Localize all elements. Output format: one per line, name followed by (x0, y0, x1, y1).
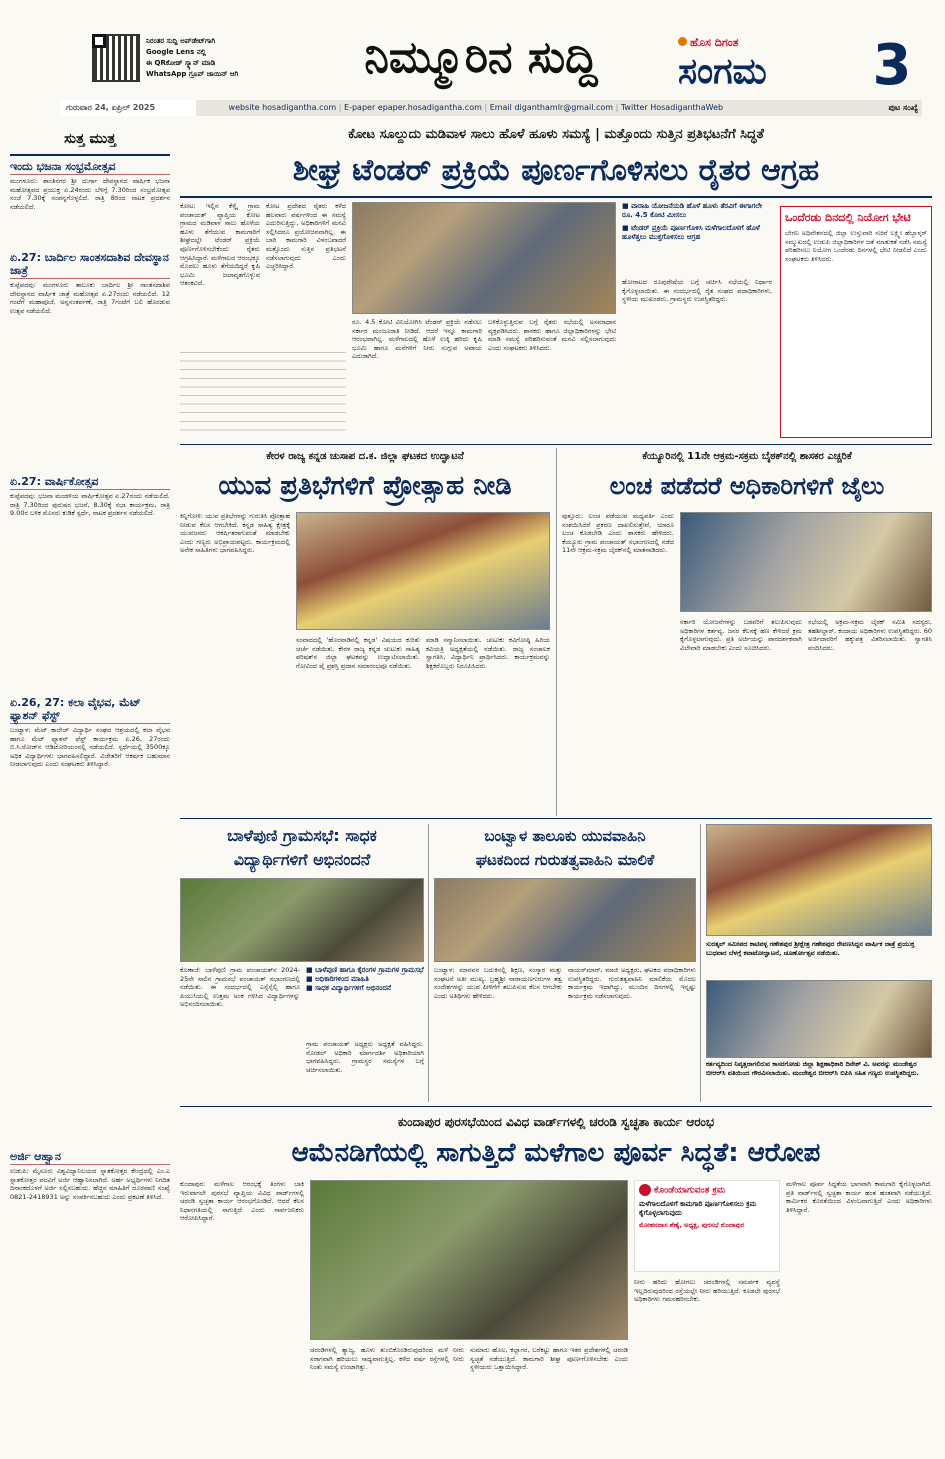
qr-instructions (146, 36, 316, 92)
bottom-col-4: ನೀರು ಹರಿದು ಹೋಗಲು ಚರಂಡಿಗಳಲ್ಲಿ ಸಮರ್ಪಕ ವ್ಯವಸ್ಥೆ ಇಲ್ಲದಿರುವುದರಿಂದ ರಸ್ತೆಯಲ್ಲೇ ನೀರು ಹರಿಯುತ್ತಿದೆ. ಕೂಡಲೇ ಪುರಸಭೆ ಅಧಿಕಾರಿಗಳು ಗಮನಹರಿಸಬೇಕು. (634, 1278, 780, 1304)
square-bullet-icon: ■ (622, 224, 632, 232)
story2-col-3: ಮಾಡಿ ಸನ್ಮಾನಿಸಲಾಯಿತು. ಚುಟುಕು ಕವಿಗೋಷ್ಠಿ ಹಿರಿಯ ಕವಿಯತ್ರಿ ಅಧ್ಯಕ್ಷತೆಯಲ್ಲಿ ನಡೆಯಿತು. ರಾಜ್ಯ ಸಂಚಾಲಕ ಸ್ವಾಗತಿಸಿ, ವಿದ್ಯಾರ್ಥಿನಿ ಪ್ರಾರ್ಥಿಸಿದರು. ಕಾರ್ಯಕ್ರಮವನ್ನು ಶಿಕ್ಷಕರೊಬ್ಬರು ನಿರೂಪಿಸಿದರು. (426, 636, 550, 670)
masthead (0, 0, 945, 100)
story3-col-2: ಸರ್ಕಾರಿ ಯೋಜನೆಗಳನ್ನು ಬಡವರಿಗೆ ತಲುಪಿಸುವುದು ಅಧಿಕಾರಿಗಳ ಕರ್ತವ್ಯ. ಜನರ ಕೆಲಸಕ್ಕೆ ಹಣ ಕೇಳಿದರೆ ಕ್ರಮ ಕೈಗೊಳ್ಳಲಾಗುವುದು. ಪ್ರತಿ ಅರ್ಜಿಯನ್ನು ಪಾರದರ್ಶಕವಾಗಿ ವಿಲೇವಾರಿ ಮಾಡಬೇಕು ಎಂದು ಸೂಚಿಸಿದರು. (680, 618, 802, 652)
story5-headline-1: ಬಂಟ್ವಾಳ ತಾಲೂಕು ಯುವವಾಹಿನಿ (484, 827, 646, 845)
issue-date: ಗುರುವಾರ 24, ಏಪ್ರಿಲ್ 2025 (60, 100, 196, 116)
lead-headline: ಶೀಘ್ರ ಟೆಂಡರ್ ಪ್ರಕ್ರಿಯೆ ಪೂರ್ಣಗೊಳಿಸಲು ರೈತರ ಆಗ್ರಹ (292, 153, 820, 188)
quote-box (634, 1180, 780, 1272)
sidebar-item-heading: ಏ.27: ಬಾರ್ದಿಲ ಸಾಂತಸದಾಶಿವ ದೇವಸ್ಥಾನ ಜಾತ್ರೆ (10, 251, 169, 277)
lead-bullet-box (622, 202, 772, 272)
sidebar-item (10, 1150, 170, 1450)
felicitation-caption: ಕರ್ತವ್ಯದಿಂದ ನಿವೃತ್ತರಾಗಲಿರುವ ಕಾಸರಗೋಡು ಜಿಲ್ಲಾ ಶಿಕ್ಷಣಾಧಿಕಾರಿ ದಿನೇಶ್ ವಿ. ಅವರನ್ನು ಮಂಜೇಶ್ವರ ಬೀಆರ್‌ಸಿ ವತಿಯಿಂದ ಗೌರವಿಸಲಾಯಿತು. ಮಂಜೇಶ್ವರ ಬೀಆರ್‌ಸಿ ಬಿಪಿಸಿ ಸಹಿತ ಗಣ್ಯರು ಉಪಸ್ಥಿತರಿದ್ದರು. (706, 1060, 919, 1077)
sidebar-brand: ಸುತ್ತ ಮುತ್ತ (10, 124, 170, 156)
story2-headline: ಯುವ ಪ್ರತಿಭೆಗಳಿಗೆ ಪ್ರೋತ್ಸಾಹ ನೀಡಿ (218, 471, 512, 501)
sidebar-item (10, 251, 170, 471)
story4-headline-box (180, 824, 424, 874)
bottom-headline: ಆಮೆನಡಿಗೆಯಲ್ಲಿ ಸಾಗುತ್ತಿದೆ ಮಳೆಗಾಲ ಪೂರ್ವ ಸಿದ್ಧತೆ: ಆರೋಪ (291, 1138, 821, 1168)
section-divider (180, 1106, 932, 1107)
sidebar-item (10, 160, 170, 247)
story4-body-2: ಗ್ರಾಮ ಪಂಚಾಯತ್ ಅಧ್ಯಕ್ಷರು ಅಧ್ಯಕ್ಷತೆ ವಹಿಸಿದ್ದರು. ನೋಡಲ್ ಅಧಿಕಾರಿ ಮಾರ್ಗದರ್ಶಿ ಅಧಿಕಾರಿಯಾಗಿ ಭಾಗವಹಿಸಿದ್ದರು. ಗ್ರಾಮಸ್ಥರ ಸಮಸ್ಯೆಗಳ ಬಗ್ಗೆ ಚರ್ಚಿಸಲಾಯಿತು. (306, 1040, 424, 1074)
temple-festival-caption: ಸುರತ್ಕಲ್ ಸಮೀಪದ ಕಾಟಿಪಳ್ಳ ಗಣೇಶಪುರ ಶ್ರೀಕ್ಷೇತ್ರ ಗಣೇಶಪುರ ರೇವಣಸಿದ್ದನ ವಾರ್ಷಿಕ ಜಾತ್ರೆ ಪ್ರಯುಕ್ತ ಬುಧವಾರ ಬೆಳಗ್ಗೆ ಕವಾಟೋದ್ಘಾಟನೆ, ಚೂರ್ಣೋತ್ಸವ ನಡೆಯಿತು. (706, 940, 915, 957)
story4-bullets (306, 966, 424, 1036)
info-bar: ಗುರುವಾರ 24, ಏಪ್ರಿಲ್ 2025 website hosadigantha.com | E-paper epaper.hosadigantha.com | Email diganthamlr@gmail.com | Twitter HosadiganthaWeb ಪುಟ ಸಂಖ್ಯೆ (60, 100, 922, 116)
lead-bullet-2: ■ ಟೆಂಡರ್ ಪ್ರಕ್ರಿಯೆ ಪೂರ್ಣಗೊಳಿಸಿ ಮಳೆಗಾಲದೊಳಗೆ ಹೊಳೆ ಹೂಳೆತ್ತಲು ಮುಕ್ತಗೊಳಿಸಲು ಆಗ್ರಹ (622, 224, 760, 241)
sidebox-body: ಬೇಗನಿ ಅಧಿವೇಶನದಲ್ಲಿ ಜಿಲ್ಲಾ ಉಸ್ತುವಾರಿ ಸಚಿವೆ ಲಕ್ಷ್ಮೀ ಹೆಬ್ಬಾಳ್ಕರ್ ಸಮ್ಮುಖದಲ್ಲಿ ಉಡುಪಿ ಜಿಲ್ಲಾಧಿಕಾರಿಗಳ ಜತೆ ಮಾತುಕತೆ ನಡೆಸಿ ಸಮಸ್ಯೆ ಪರಿಹರಿಸಲು ನಿಯೋಗ ಒಂದೆರಡು ದಿನಗಳಲ್ಲಿ ಭೇಟಿ ನೀಡಲಿದೆ ಎಂದು ಸಂಘಟಕರು ತಿಳಿಸಿದರು. (785, 229, 927, 263)
sidebar-item-body: ಬಂಟ್ವಾಳ: ಮೆಟ್ ಕಾಲೇಜ್ ವಿದ್ಯಾರ್ಥಿ ಸಂಘದ ಆಶ್ರಯದಲ್ಲಿ ಕಲಾ ವೈಭವ ಹಾಗೂ ಮೆಟ್ ಫ್ಯಾಶನ್ ಫೆಸ್ಟ್ ಕಾರ್ಯಕ್ರಮ ಏ.26, 27ರಂದು ಬಿ.ಸಿ.ರೋಡ್‌ನ ಆಡಿಟೋರಿಯಂನಲ್ಲಿ ನಡೆಯಲಿದೆ. ಸ್ಪರ್ಧೆಯಲ್ಲಿ 3500ಕ್ಕೂ ಅಧಿಕ ವಿದ್ಯಾರ್ಥಿಗಳು ಭಾಗವಹಿಸಲಿದ್ದಾರೆ. ವಿಜೇತರಿಗೆ ಆಕರ್ಷಕ ಬಹುಮಾನ ನೀಡಲಾಗುವುದು ಎಂದು ಸಂಘಟಕರು ತಿಳಿಸಿದ್ದಾರೆ. (10, 726, 170, 769)
email-link[interactable]: Email diganthamlr@gmail.com (489, 103, 614, 112)
bottom-col-5: ಮಳೆಗಾಲ ಪೂರ್ವ ಸಿದ್ಧತೆಯ ಭಾಗವಾಗಿ ಕಾಮಗಾರಿ ಕೈಗೊಳ್ಳಲಾಗಿದೆ. ಪ್ರತಿ ವಾರ್ಡ್‌ನಲ್ಲಿ ಸ್ವಚ್ಛತಾ ಕಾರ್ಯ ಹಂತ ಹಂತವಾಗಿ ನಡೆಯುತ್ತಿದೆ. ಕಾರ್ಮಿಕರ ಕೊರತೆಯಿಂದ ವಿಳಂಬವಾಗುತ್ತಿದೆ ಎಂದು ಅಧಿಕಾರಿಗಳು ತಿಳಿಸಿದ್ದಾರೆ. (786, 1180, 932, 1214)
supplement-name: ಸಂಗಮ (678, 51, 767, 92)
sidebar-item-body: ಮಂಗಳೂರು: ಶಾಂತಿನಗರ ಶ್ರೀ ದುರ್ಗಾ ದೇವಸ್ಥಾನದ ವಾರ್ಷಿಕ ಭಜನಾ ಮಹೋತ್ಸವದ ಪ್ರಯುಕ್ತ ಏ.24ರಂದು ಬೆಳಿಗ್ಗೆ 7.30ರಿಂದ ಸಂಭ್ರಮೋತ್ಸವ ಸಂಜೆ 7.30ಕ್ಕೆ ಸಂಪನ್ನಗೊಳ್ಳಲಿದೆ. ರಾತ್ರಿ 8ರಿಂದ ನಾಟಕ ಪ್ರದರ್ಶನ ನಡೆಯಲಿದೆ. (10, 177, 170, 211)
bottom-col-1: ಕುಂದಾಪುರ: ಮಳೆಗಾಲ ಆರಂಭಕ್ಕೆ ತಿಂಗಳು ಬಾಕಿ ಇರುವಾಗಲೇ ಪುರಸಭೆ ವ್ಯಾಪ್ತಿಯ ವಿವಿಧ ವಾರ್ಡ್‌ಗಳಲ್ಲಿ ಚರಂಡಿ ಸ್ವಚ್ಛತಾ ಕಾರ್ಯ ಆರಂಭಗೊಂಡಿದೆ. ಆದರೆ ಕೆಲಸ ನಿಧಾನಗತಿಯಲ್ಲಿ ಸಾಗುತ್ತಿದೆ ಎಂದು ಸಾರ್ವಜನಿಕರು ಆರೋಪಿಸಿದ್ದಾರೆ. (180, 1180, 304, 1223)
story4-headline-2: ವಿದ್ಯಾರ್ಥಿಗಳಿಗೆ ಅಭಿನಂದನೆ (233, 850, 371, 869)
lead-kicker: ಕೋಟ ಸೂಲ್ದುದು ಮಡಿವಾಳ ಸಾಲು ಹೊಳೆ ಹೂಳು ಸಮಸ್ಯೆ | ಮತ್ತೊಂದು ಸುತ್ತಿನ ಪ್ರತಿಭಟನೆಗೆ ಸಿದ್ಧತೆ (348, 127, 764, 142)
sidebar-item-heading: ಅರ್ಜಿ ಆಹ್ವಾನ (10, 1150, 170, 1165)
bottom-kicker: ಕುಂದಾಪುರ ಪುರಸಭೆಯಿಂದ ವಿವಿಧ ವಾರ್ಡ್‌ಗಳಲ್ಲಿ ಚರಂಡಿ ಸ್ವಚ್ಛತಾ ಕಾರ್ಯ ಆರಂಭ (397, 1115, 715, 1129)
story4-body: ಕೊಣಾಜೆ: ಬಾಳೆಪುಣಿ ಗ್ರಾಮ ಪಂಚಾಯತ್‌ನ 2024-25ನೇ ಸಾಲಿನ ಗ್ರಾಮಸಭೆ ಪಂಚಾಯತ್ ಸಭಾಂಗಣದಲ್ಲಿ ನಡೆಯಿತು. ಈ ಸಂದರ್ಭದಲ್ಲಿ ಎಸ್ಸೆಸ್ಸೆಲ್ಸಿ ಹಾಗೂ ಪಿಯುಸಿಯಲ್ಲಿ ಉತ್ತಮ ಅಂಕ ಗಳಿಸಿದ ವಿದ್ಯಾರ್ಥಿಗಳನ್ನು ಅಭಿನಂದಿಸಲಾಯಿತು. (180, 966, 300, 1009)
quote-title: ಕೊಂಡೆಯಾಗುವಂತ ಕ್ರಮ (635, 1181, 779, 1197)
sidebar-item-body: ಉಡುಪಿ: ಮೈಸೂರು ವಿಶ್ವವಿದ್ಯಾನಿಲಯದ ಸ್ನಾತಕೋತ್ತರ ಕೇಂದ್ರದಲ್ಲಿ ಎಂ.ಎ ಸ್ನಾತಕೋತ್ತರ ಪದವಿಗೆ ಅರ್ಜಿ ಆಹ್ವಾನಿಸಲಾಗಿದೆ. ಅರ್ಹ ಅಭ್ಯರ್ಥಿಗಳು ನಿಗದಿತ ದಿನಾಂಕದೊಳಗೆ ಅರ್ಜಿ ಸಲ್ಲಿಸಬಹುದು. ಹೆಚ್ಚಿನ ಮಾಹಿತಿಗೆ ದೂರವಾಣಿ ಸಂಖ್ಯೆ 0821-2418931 ಅನ್ನು ಸಂಪರ್ಕಿಸಬಹುದು ಎಂದು ಪ್ರಕಟಣೆ ತಿಳಿಸಿದೆ. (10, 1167, 170, 1201)
story3-col-3: ಸಭೆಯಲ್ಲಿ ಅಕ್ರಮ-ಸಕ್ರಮ ಬೈಠಕ್ ಸಮಿತಿ ಸದಸ್ಯರು, ತಹಶೀಲ್ದಾರ್, ಕಂದಾಯ ಅಧಿಕಾರಿಗಳು ಉಪಸ್ಥಿತರಿದ್ದರು. 60 ಅರ್ಜಿದಾರರಿಗೆ ಹಕ್ಕುಪತ್ರ ವಿತರಿಸಲಾಯಿತು. ಸ್ವಾಗತಿಸಿ ವಂದಿಸಿದರು. (808, 618, 932, 652)
sidebar-item (10, 696, 170, 1146)
masthead-title: ನಿಮ್ಮೂರಿನ ಸುದ್ದಿ (364, 32, 598, 83)
story4-bullet-1: ■ ಬಾಳೆಪುಣಿ ಹಾಗೂ ಕೈರಂಗಳ ಗ್ರಾಮಗಳ ಗ್ರಾಮಸಭೆ (306, 966, 424, 974)
page-count-label: ಪುಟ ಸಂಖ್ಯೆ (888, 103, 918, 112)
story4-bullet-2: ■ ಅಧಿಕಾರಿಗಳಿಂದ ಮಾಹಿತಿ (306, 975, 369, 983)
bottom-col-2: ಚರಂಡಿಗಳಲ್ಲಿ ತ್ಯಾಜ್ಯ, ಹೂಳು ತುಂಬಿಕೊಂಡಿರುವುದರಿಂದ ಮಳೆ ನೀರು ಸರಾಗವಾಗಿ ಹರಿಯಲು ಸಾಧ್ಯವಾಗುತ್ತಿಲ್ಲ. ಕಳೆದ ವರ್ಷ ರಸ್ತೆಗಳಲ್ಲಿ ನೀರು ನಿಂತು ಸಮಸ್ಯೆ ಉಂಟಾಗಿತ್ತು. (310, 1346, 464, 1372)
column-divider (556, 448, 557, 816)
story2-kicker: ಕೇರಳ ರಾಜ್ಯ ಕನ್ನಡ ಚುಸಾಪ ದ.ಕ. ಜಿಲ್ಲಾ ಘಟಕದ ಉದ್ಘಾಟನೆ (266, 451, 464, 462)
square-bullet-icon: ■ (306, 975, 316, 983)
lead-photo (352, 202, 616, 314)
lead-rule (180, 196, 932, 198)
lead-col-4: ಬಳಿಕೊಳ್ಳುತ್ತಿರುವ ಬಗ್ಗೆ ರೈತರು ಸಭೆಯಲ್ಲಿ ಅಸಮಾಧಾನ ವ್ಯಕ್ತಪಡಿಸಿದರು. ಶಾಸಕರು ಹಾಗೂ ಜಿಲ್ಲಾಧಿಕಾರಿಗಳನ್ನು ಭೇಟಿ ಮಾಡಿ ಸಮಸ್ಯೆ ಪರಿಹರಿಸುವಂತೆ ಮನವಿ ಸಲ್ಲಿಸಲಾಗುವುದು ಎಂದು ಸಂಘಟಕರು ತಿಳಿಸಿದರು. (488, 318, 616, 352)
page-number: 3 (872, 34, 912, 98)
sidebar-item (10, 475, 170, 692)
story5-body-2: ನಾಯರ್‌ಮಾರ್, ಮಾಜಿ ಅಧ್ಯಕ್ಷರು, ಘಟಕದ ಪದಾಧಿಕಾರಿಗಳು ಉಪಸ್ಥಿತರಿದ್ದರು. ಗುರುತತ್ವವಾಹಿನಿ ಮಾಲಿಕೆಯ ಮೊದಲ ಕಾರ್ಯಕ್ರಮ ಇದಾಗಿದ್ದು, ಮುಂದಿನ ದಿನಗಳಲ್ಲಿ ಇನ್ನಷ್ಟು ಕಾರ್ಯಕ್ರಮ ನಡೆಸಲಾಗುವುದು. (568, 966, 696, 1000)
story4-headline-1: ಬಾಳೆಪುಣಿ ಗ್ರಾಮಸಭೆ: ಸಾಧಕ (227, 826, 377, 845)
story3-headline: ಲಂಚ ಪಡೆದರೆ ಅಧಿಕಾರಿಗಳಿಗೆ ಜೈಲು (609, 472, 885, 500)
sidebar-column (10, 124, 170, 1450)
square-bullet-icon: ■ (622, 202, 632, 210)
lead-col-2: ಕೋಟ ಪ್ರದೇಶದ ರೈತರು ಕಳೆದ ಹಲವಾರು ವರ್ಷಗಳಿಂದ ಈ ಸಮಸ್ಯೆ ಎದುರಿಸುತ್ತಿದ್ದು, ಅಧಿಕಾರಿಗಳಿಗೆ ಮನವಿ ಸಲ್ಲಿಸಿದರೂ ಪ್ರಯೋಜನವಾಗಿಲ್ಲ. ಈ ಬಾರಿ ಕಾಮಗಾರಿ ವಿಳಂಬವಾದರೆ ಮತ್ತೊಂದು ಸುತ್ತಿನ ಪ್ರತಿಭಟನೆ ನಡೆಸಲಾಗುವುದು ಎಂದು ಎಚ್ಚರಿಸಿದ್ದಾರೆ. (266, 202, 346, 271)
story4-photo (180, 878, 424, 962)
story5-body: ಬಂಟ್ವಾಳ: ಮಾನವನ ಬದುಕಿನಲ್ಲಿ ಶಿಕ್ಷಣ, ಸಂಸ್ಕಾರ ಮತ್ತು ಸಂಘಟನೆ ಅತೀ ಮುಖ್ಯ. ಬ್ರಹ್ಮಶ್ರೀ ನಾರಾಯಣಗುರುಗಳ ತತ್ವ ಸಂದೇಶಗಳನ್ನು ಯುವ ಪೀಳಿಗೆಗೆ ತಲುಪಿಸುವ ಕೆಲಸ ಆಗಬೇಕು ಎಂದು ಅತಿಥಿಗಳು ಹೇಳಿದರು. (434, 966, 562, 1000)
qr-line-2: Google Lens ನಲ್ಲಿ (146, 48, 206, 56)
square-bullet-icon: ■ (306, 966, 316, 974)
lead-sidebox (780, 206, 932, 438)
column-divider (700, 824, 701, 1102)
quote-author: ಮೋಹನದಾಸ ಶೆಣೈ, ಅಧ್ಯಕ್ಷ, ಪುರಸಭೆ ಕುಂದಾಪುರ (639, 1220, 745, 1229)
qr-corner-icon (92, 34, 106, 48)
drain-photo (310, 1180, 628, 1340)
section-divider (180, 818, 932, 819)
lead-col-3: ರೂ. 4.5 ಕೋಟಿ ವಿನಿಯೋಗಿಸಿ ಟೆಂಡರ್ ಪ್ರಕ್ರಿಯೆ ನಡೆಸಲು ಸರ್ಕಾರ ಮಂಜೂರಾತಿ ನೀಡಿದೆ. ಆದರೆ ಇನ್ನೂ ಕಾಮಗಾರಿ ಆರಂಭವಾಗಿಲ್ಲ. ಮಳೆಗಾಲದಲ್ಲಿ ಹೊಳೆ ಉಕ್ಕಿ ಹರಿದು ಕೃಷಿ ಭೂಮಿ ಹಾಗೂ ಮನೆಗಳಿಗೆ ನೀರು ನುಗ್ಗುವ ಅಪಾಯ ಎದುರಾಗಿದೆ. (352, 318, 482, 361)
twitter-link[interactable]: Twitter HosadiganthaWeb (620, 103, 724, 112)
quote-circle-icon (639, 1184, 651, 1196)
square-bullet-icon: ■ (306, 984, 316, 992)
brand-dot-icon (678, 37, 687, 46)
column-divider (428, 824, 429, 1102)
temple-festival-photo (706, 824, 932, 936)
lead-col-1b (180, 346, 346, 438)
qr-line-1: ನಿರಂತರ ಸುದ್ದಿ ಅಪ್‌ಡೇಟ್‌ಗಾಗಿ (146, 37, 216, 45)
website-link[interactable]: website hosadigantha.com (228, 103, 337, 112)
sidebar-item-heading: ಏ.26, 27: ಕಲಾ ವೈಭವ, ಮೆಟ್ ಫ್ಯಾಶನ್ ಫೆಸ್ಟ್ (10, 696, 170, 724)
story2-col-2: ಸಂವಾದದಲ್ಲಿ 'ಹೊರನಾಡಿನಲ್ಲಿ ಕನ್ನಡ' ವಿಷಯದ ಕುರಿತು ಚರ್ಚೆ ನಡೆಯಿತು. ಕೇರಳ ರಾಜ್ಯ ಕನ್ನಡ ಚುಟುಕು ಸಾಹಿತ್ಯ ಪರಿಷತ್‌ನ ಜಿಲ್ಲಾ ಘಟಕವನ್ನು ಉದ್ಘಾಟಿಸಲಾಯಿತು. ಗೋವಿಂದ ಪೈ ಪ್ರಶಸ್ತಿ ಪ್ರದಾನ ಸಮಾರಂಭವೂ ನಡೆಯಿತು. (296, 636, 420, 670)
quote-body: ಮಳೆಗಾಲದೊಳಗೆ ಕಾಮಗಾರಿ ಪೂರ್ಣಗೊಳಿಸಲು ಕ್ರಮ ಕೈಗೊಳ್ಳಲಾಗುವುದು (639, 1199, 757, 1217)
story2-photo (296, 512, 550, 630)
felicitation-photo (706, 980, 932, 1058)
epaper-link[interactable]: E-paper epaper.hosadigantha.com (344, 103, 482, 112)
story2-col-1: ಕಿನ್ನಿಗೋಳಿ: ಯುವ ಪ್ರತಿಭೆಗಳನ್ನು ಗುರುತಿಸಿ ಪ್ರೋತ್ಸಾಹ ನೀಡುವ ಕೆಲಸ ಆಗಬೇಕಿದೆ. ಕನ್ನಡ ಸಾಹಿತ್ಯ ಕ್ಷೇತ್ರಕ್ಕೆ ಯುವಜನರು ಆಕರ್ಷಿತರಾಗುವಂತೆ ಮಾಡಬೇಕು ಎಂದು ಗಣ್ಯರು ಅಭಿಪ್ರಾಯಪಟ್ಟರು. ಕಾರ್ಯಕ್ರಮದಲ್ಲಿ ಅನೇಕ ಸಾಹಿತಿಗಳು ಭಾಗವಹಿಸಿದ್ದರು. (180, 512, 290, 555)
sidebar-item-body: ಕುಪ್ಪೆಪದವು: ಮಂಗಳೂರು ತಾಲೂಕು ಬಾರ್ದಿಲ ಶ್ರೀ ಸಾಂತಸದಾಶಿವ ದೇವಸ್ಥಾನದ ವಾರ್ಷಿಕ ಜಾತ್ರೆ ಮಹೋತ್ಸವ ಏ.27ರಂದು ನಡೆಯಲಿದೆ. 12 ಗಂಟೆಗೆ ಮಹಾಪೂಜೆ, ಅನ್ನಸಂತರ್ಪಣೆ, ರಾತ್ರಿ 7ಗಂಟೆಗೆ ಬಲಿ ಹೊರಡುವ ಉತ್ಸವ ನಡೆಯಲಿದೆ. (10, 281, 170, 315)
story5-photo (434, 878, 696, 962)
section-divider (180, 444, 932, 445)
story3-col-1: ಪುತ್ತೂರು: ಲಂಚ ಪಡೆಯುವ ಮಧ್ಯವರ್ತಿ ಎಂದು ಸಂಶಯಿಸಿದರೆ ಪ್ರಕರಣ ದಾಖಲಿಸುತ್ತೇವೆ, ಯಾರೂ ಲಂಚ ಕೊಡಬೇಡಿ ಎಂದು ಶಾಸಕರು ಹೇಳಿದರು. ಕೆಯ್ಯೂರು ಗ್ರಾಮ ಪಂಚಾಯತ್ ಸಭಾಂಗಣದಲ್ಲಿ ನಡೆದ 11ನೇ ಆಕ್ರಮ-ಸಕ್ರಮ ಬೈಠಕ್‌ನಲ್ಲಿ ಮಾತನಾಡಿದರು. (562, 512, 674, 555)
sidebar-item-heading: ಏ.27: ವಾರ್ಷಿಕೋತ್ಸವ (10, 475, 170, 490)
story5-headline-2: ಘಟಕದಿಂದ ಗುರುತತ್ವವಾಹಿನಿ ಮಾಲಿಕೆ (475, 851, 655, 869)
sidebar-item-heading: ಇಂದು ಭಜನಾ ಸಂಭ್ರಮೋತ್ಸವ (10, 160, 170, 175)
story4-bullet-3: ■ ಸಾಧಕ ವಿದ್ಯಾರ್ಥಿಗಳಿಗೆ ಅಭಿನಂದನೆ (306, 984, 392, 992)
story3-kicker: ಕೆಯ್ಯೂರಿನಲ್ಲಿ 11ನೇ ಆಕ್ರಮ-ಸಕ್ರಮ ಬೈಠಕ್‌ನಲ್ಲಿ ಶಾಸಕರ ಎಚ್ಚರಿಕೆ (642, 451, 852, 462)
lead-col-5: ಹೋರಾಟದ ರೂಪುರೇಷೆಯ ಬಗ್ಗೆ ಚರ್ಚಿಸಿ ಸಭೆಯಲ್ಲಿ ನಿರ್ಧಾರ ಕೈಗೊಳ್ಳಲಾಯಿತು. ಈ ಸಂದರ್ಭದಲ್ಲಿ ರೈತ ಸಂಘದ ಪದಾಧಿಕಾರಿಗಳು, ಸ್ಥಳೀಯ ಮುಖಂಡರು, ಗ್ರಾಮಸ್ಥರು ಉಪಸ್ಥಿತರಿದ್ದರು. (622, 278, 772, 304)
sidebar-item-body: ಕುಪ್ಪೆಪದವು: ಭಜನಾ ಮಂಡಳಿಯ ವಾರ್ಷಿಕೋತ್ಸವ ಏ.27ರಂದು ನಡೆಯಲಿದೆ. ರಾತ್ರಿ 7.30ರಿಂದ ಪುರುಷರ ಭಜನೆ, 8.30ಕ್ಕೆ ಸಭಾ ಕಾರ್ಯಕ್ರಮ, ರಾತ್ರಿ 9.00ರ ಬಳಿಕ ಮೊಸರು ಕುಡಿಕೆ ಸ್ಪರ್ಧೆ, ನಾಟಕ ಪ್ರದರ್ಶನ ನಡೆಯಲಿದೆ. (10, 492, 170, 518)
lead-bullet-1: ■ ವಾರಾಹಿ ಯೋಜನೆಯಡಿ ಹೊಳೆ ಹೂಳು ತೆರವಿಗೆ ಈಗಾಗಲೇ ರೂ. 4.5 ಕೋಟಿ ಮೀಸಲು (622, 202, 763, 219)
story5-headline-box (434, 824, 696, 874)
bottom-col-3: ಸುಮಾರು ಹೊಲ, ಕಲ್ಲಾಗರ, ಬರೆಕಟ್ಟು ಹಾಗೂ ಇತರ ಪ್ರದೇಶಗಳಲ್ಲಿ ಚರಂಡಿ ಸ್ವಚ್ಛತೆ ನಡೆಯುತ್ತಿದೆ. ಕಾಮಗಾರಿ ಶೀಘ್ರ ಪೂರ್ಣಗೊಳಿಸಬೇಕು ಎಂದು ಸ್ಥಳೀಯರು ಒತ್ತಾಯಿಸಿದ್ದಾರೆ. (470, 1346, 628, 1372)
story3-photo (680, 512, 932, 612)
qr-line-4: WhatsApp ಗ್ರೂಪ್ ಜಾಯಿನ್ ಆಗಿ (146, 70, 239, 78)
sidebox-heading: ಒಂದೆರಡು ದಿನದಲ್ಲಿ ನಿಯೋಗ ಭೇಟಿ (785, 211, 911, 224)
qr-line-3: ಈ QRಕೋಡ್‌ ಸ್ಕ್ಯಾನ್ ಮಾಡಿ (146, 59, 216, 67)
lead-col-1: ಕೋಟ: ಇಲ್ಲಿನ ಕೆಳ್ಕೈ ಗ್ರಾಮ ಪಂಚಾಯತ್ ವ್ಯಾಪ್ತಿಯ ಕೋಟ ಗ್ರಾಮದ ಮಡಿವಾಳ ಸಾಲು ಹೊಳೆಯ ಹೂಳು ತೆಗೆಯುವ ಕಾಮಗಾರಿಗೆ ಶೀಘ್ರದಲ್ಲೇ ಟೆಂಡರ್ ಪ್ರಕ್ರಿಯೆ ಪೂರ್ಣಗೊಳಿಸಬೇಕೆಂದು ರೈತರು ಆಗ್ರಹಿಸಿದ್ದಾರೆ. ಮಳೆಗಾಲದ ಆರಂಭಕ್ಕೂ ಮೊದಲು ಹೂಳು ತೆಗೆಯದಿದ್ದರೆ ಕೃಷಿ ಭೂಮಿ ಜಲಾವೃತಗೊಳ್ಳುವ ಆತಂಕವಿದೆ. (180, 202, 260, 288)
brand-name: ಹೊಸ ದಿಗಂತ (690, 36, 739, 49)
